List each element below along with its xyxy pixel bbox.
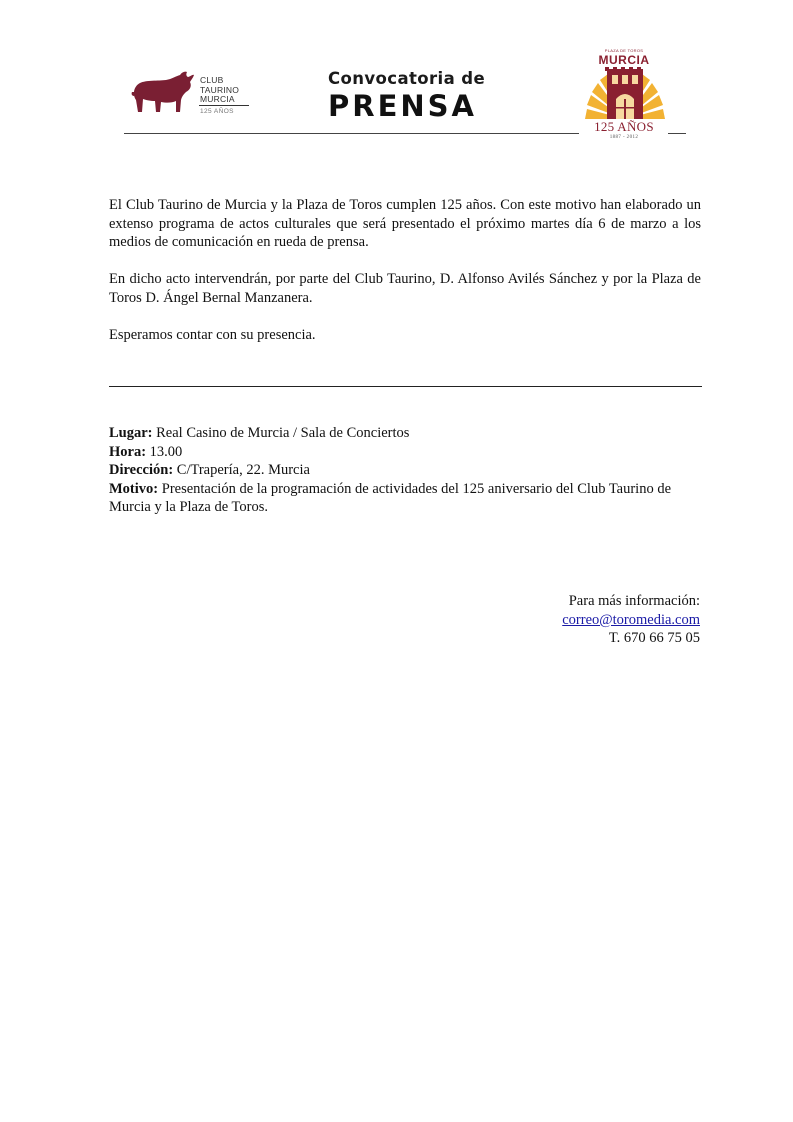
paragraph-intro: El Club Taurino de Murcia y la Plaza de Toros cumplen 125 años. Con este motivo han elaborado un extenso programa de actos culturales que será presentado el próximo martes día 6 de marzo a los medios de comunicación en rueda de prensa. bbox=[109, 197, 701, 250]
lugar-value: Real Casino de Murcia / Sala de Conciertos bbox=[152, 425, 410, 441]
club-logo-text: CLUB TAURINO MURCIA bbox=[200, 75, 240, 104]
detail-direccion bbox=[109, 461, 701, 480]
motivo-value: Presentación de la programación de actividades del 125 aniversario del Club Taurino de Murcia y la Plaza de Toros. bbox=[109, 480, 672, 515]
club-logo-years: 125 AÑOS bbox=[200, 108, 234, 115]
body-text bbox=[109, 196, 701, 363]
bullring-gate-icon bbox=[583, 65, 667, 119]
header-rule-left bbox=[124, 133, 579, 134]
bull-icon bbox=[130, 70, 198, 116]
contact-phone: T. 670 66 75 05 bbox=[608, 630, 700, 646]
lugar-label: Lugar: bbox=[109, 425, 153, 441]
title-small: Convocatoria de bbox=[328, 69, 486, 88]
plaza-logo-years: 1887 - 2012 bbox=[609, 135, 639, 140]
club-logo-underline bbox=[199, 105, 249, 106]
plaza-logo-anniversary: 125 AÑOS bbox=[594, 119, 654, 134]
detail-motivo bbox=[109, 480, 701, 517]
contact-email-link[interactable]: correo@toromedia.com bbox=[562, 611, 700, 628]
detail-hora bbox=[109, 443, 701, 462]
title-big: PRENSA bbox=[328, 89, 477, 123]
section-divider bbox=[109, 386, 702, 387]
contact-info bbox=[562, 592, 700, 648]
paragraph-closing: Esperamos contar con su presencia. bbox=[109, 326, 316, 343]
detail-lugar bbox=[109, 424, 701, 443]
press-title bbox=[328, 70, 485, 122]
hora-value: 13.00 bbox=[146, 443, 183, 460]
plaza-toros-logo bbox=[583, 48, 670, 144]
paragraph-speakers: En dicho acto intervendrán, por parte del Club Taurino, D. Alfonso Avilés Sánchez y por la Plaza de Toros D. Ángel Bernal Manzanera. bbox=[109, 271, 701, 306]
club-taurino-logo bbox=[130, 70, 255, 122]
plaza-logo-city: MURCIA bbox=[598, 53, 650, 67]
direccion-value: C/Trapería, 22. Murcia bbox=[173, 462, 310, 478]
motivo-label: Motivo: bbox=[109, 480, 159, 497]
event-details bbox=[109, 424, 701, 517]
contact-intro: Para más información: bbox=[568, 593, 700, 609]
direccion-label: Dirección: bbox=[109, 462, 174, 478]
plaza-logo-label: PLAZA DE TOROS bbox=[604, 48, 644, 53]
hora-label: Hora: bbox=[109, 443, 147, 460]
header-rule-right bbox=[668, 133, 686, 134]
